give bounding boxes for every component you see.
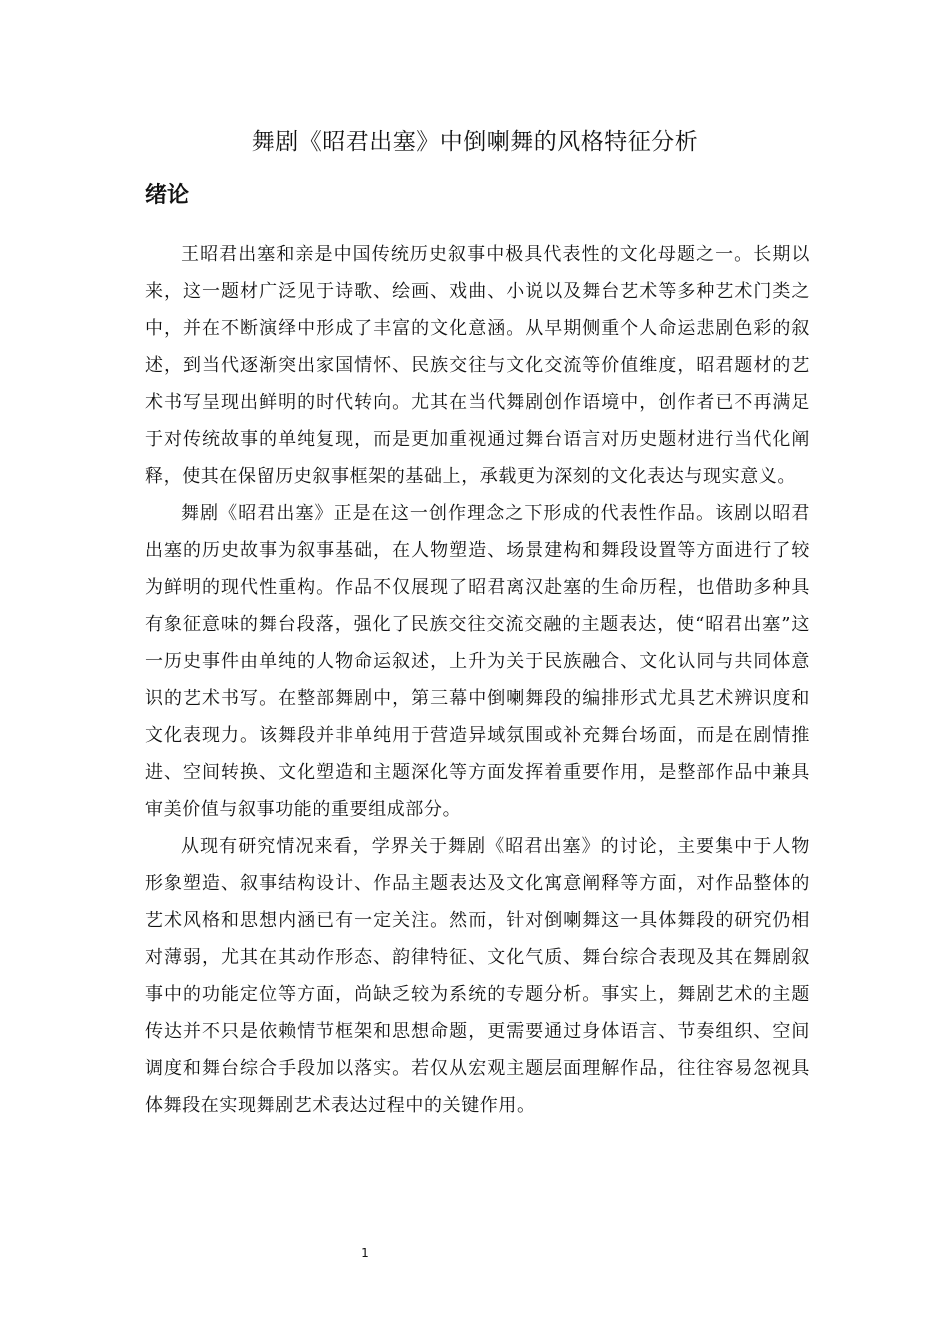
- paragraph-2: 舞剧《昭君出塞》正是在这一创作理念之下形成的代表性作品。该剧以昭君出塞的历史故事为叙事基础，在人物塑造、场景建构和舞段设置等方面进行了较为鲜明的现代性重构。作品不仅展现了昭君离汉赴塞的生命历程，也借助多种具有象征意味的舞台段落，强化了民族交往交流交融的主题表达，使“昭君出塞”这一历史事件由单纯的人物命运叙述，上升为关于民族融合、文化认同与共同体意识的艺术书写。在整部舞剧中，第三幕中倒喇舞段的编排形式尤具艺术辨识度和文化表现力。该舞段并非单纯用于营造异域氛围或补充舞台场面，而是在剧情推进、空间转换、文化塑造和主题深化等方面发挥着重要作用，是整部作品中兼具审美价值与叙事功能的重要组成部分。: [145, 503, 810, 820]
- paragraph-1: 王昭君出塞和亲是中国传统历史叙事中极具代表性的文化母题之一。长期以来，这一题材广泛见于诗歌、绘画、戏曲、小说以及舞台艺术等多种艺术门类之中，并在不断演绎中形成了丰富的文化意涵。从早期侧重个人命运悲剧色彩的叙述，到当代逐渐突出家国情怀、民族交往与文化交流等价值维度，昭君题材的艺术书写呈现出鲜明的时代转向。尤其在当代舞剧创作语境中，创作者已不再满足于对传统故事的单纯复现，而是更加重视通过舞台语言对历史题材进行当代化阐释，使其在保留历史叙事框架的基础上，承载更为深刻的文化表达与现实意义。: [145, 244, 810, 487]
- paragraph-3: 从现有研究情况来看，学界关于舞剧《昭君出塞》的讨论，主要集中于人物形象塑造、叙事结构设计、作品主题表达及文化寓意阐释等方面，对作品整体的艺术风格和思想内涵已有一定关注。然而，针对倒喇舞这一具体舞段的研究仍相对薄弱，尤其在其动作形态、韵律特征、文化气质、舞台综合表现及其在舞剧叙事中的功能定位等方面，尚缺乏较为系统的专题分析。事实上，舞剧艺术的主题传达并不只是依赖情节框架和思想命题，更需要通过身体语言、节奏组织、空间调度和舞台综合手段加以落实。若仅从宏观主题层面理解作品，往往容易忽视具体舞段在实现舞剧艺术表达过程中的关键作用。: [145, 836, 810, 1116]
- page-number: 1: [361, 1246, 369, 1260]
- section-heading: 绪论: [145, 183, 190, 208]
- body-text: [145, 236, 810, 1124]
- document-title: 舞剧《昭君出塞》中倒喇舞的风格特征分析: [251, 129, 699, 155]
